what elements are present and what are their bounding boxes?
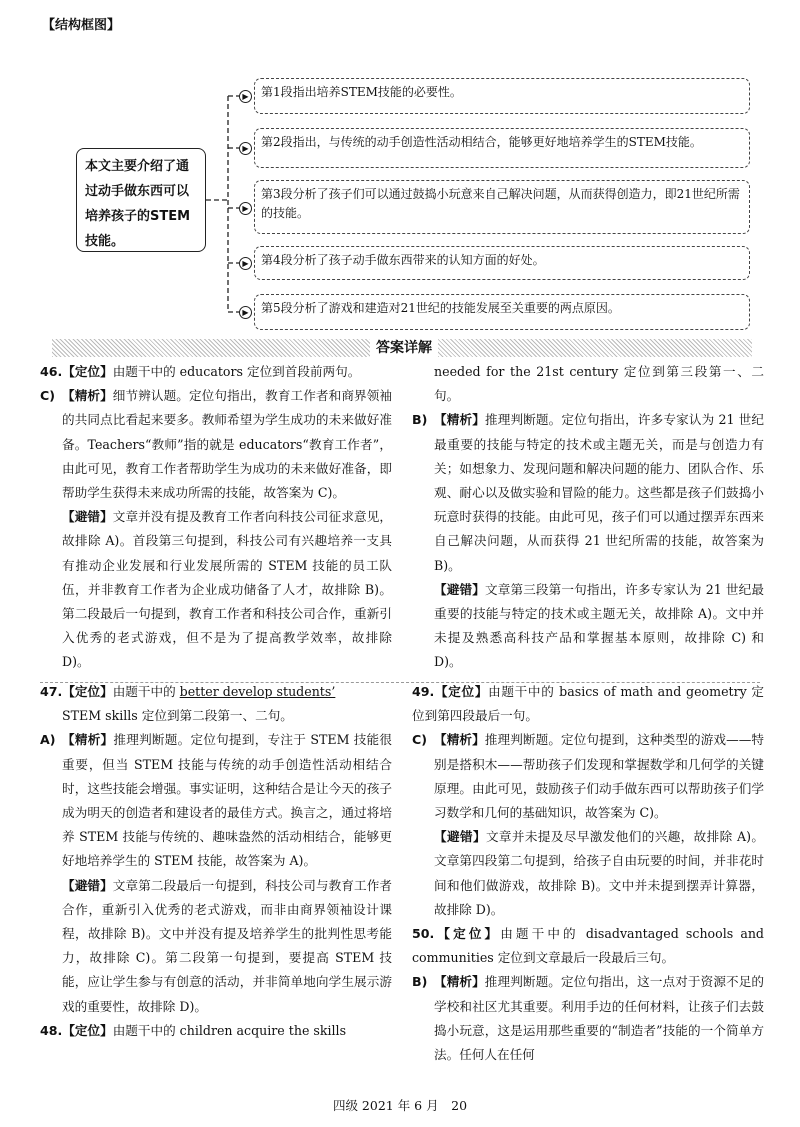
q46-analysis-tag: 【精析】 <box>62 388 113 404</box>
q49-locate <box>412 680 764 728</box>
q48-answer: B) <box>412 412 428 428</box>
q47-error-text: 文章第二段最后一句提到，科技公司与教育工作者合作，重新引入优秀的老式游戏，而非由商界领袖设计课程，故排除 B)。文中并没有提及培养学生的批判性思考能力，故排除 C)。第二段第一句提到，要提高 STEM 技能，应让学生参与有创意的活动，并非简单地向学生展示游戏的重要性，故排除 D)。 <box>62 877 393 1014</box>
arrow-right-icon: ▶ <box>239 306 252 319</box>
q47-locate-pre: 由题干中的 <box>112 684 180 699</box>
q47-locate-tag: 【定位】 <box>62 684 113 699</box>
q47-answer: A) <box>40 732 56 748</box>
q46-locate <box>40 360 392 384</box>
q47-locate-underlined: better develop students’ <box>179 684 336 699</box>
q47-error-tag: 【避错】 <box>62 877 113 893</box>
q48-error-text: 文章第三段第一句指出，许多专家认为 21 世纪最重要的技能与特定的技术或主题无关，故排除 A)。文中并未提及熟悉高科技产品和掌握基本原则，故排除 C) 和 D)。 <box>434 581 764 670</box>
q48-analysis <box>412 408 764 577</box>
q49-locate-text: 由题干中的 basics of math and geometry 定位到第四段最后一句。 <box>412 684 764 724</box>
q48-locate-text: 由题干中的 children acquire the skills <box>112 1022 347 1038</box>
page-footer: 四级 2021 年 6 月 20 <box>332 1098 468 1113</box>
q50-analysis-text: 推理判断题。定位句指出，这一点对于资源不足的学校和社区尤其重要。利用手边的任何材料，让孩子们去鼓捣小玩意，这是运用那些重要的“制造者”技能的一个简单方法。任何人在任何 <box>434 974 765 1063</box>
q49-answer: C) <box>412 732 427 748</box>
arrow-right-icon: ▶ <box>239 257 252 270</box>
q49-error <box>412 825 764 922</box>
q49-analysis <box>412 728 764 825</box>
diagram-summary-box: 本文主要介绍了通过动手做东西可以培养孩子的STEM技能。 <box>76 148 206 252</box>
q46-error <box>40 505 392 674</box>
q50-analysis <box>412 970 764 1067</box>
q46-locate-text: 由题干中的 educators 定位到首段前两句。 <box>112 364 361 379</box>
q49-locate-tag: 【定位】 <box>434 684 489 699</box>
q48-locate-cont: needed for the 21st century 定位到第三段第一、二句。 <box>434 364 764 404</box>
q48-analysis-tag: 【精析】 <box>434 412 485 428</box>
q50-locate-tag: 【定位】 <box>434 926 501 942</box>
q47-locate <box>40 680 392 728</box>
q47-error <box>40 874 392 1019</box>
q50-locate-text: 由题干中的 disadvantaged schools and communities 定位到文章最后一段最后三句。 <box>412 926 764 966</box>
q46-answer: C) <box>40 388 55 404</box>
q47-locate-post: STEM skills 定位到第二段第一、二句。 <box>62 708 293 724</box>
q50-analysis-tag: 【精析】 <box>434 974 485 990</box>
left-column-lower <box>40 680 392 1043</box>
arrow-right-icon: ▶ <box>239 90 252 103</box>
q47-analysis-text: 推理判断题。定位句提到，专注于 STEM 技能很重要，但当 STEM 技能与传统的动手创造性活动相结合时，这些技能会增强。事实证明，这种结合是让今天的孩子成为明天的创造者和建设者的最佳方式。换言之，通过将培养 STEM 技能与传统的、趣味盎然的活动相结合，能够更好地培养学生的 STEM 技能，故答案为 A)。 <box>62 732 393 869</box>
q48-error <box>412 578 764 675</box>
arrow-right-icon: ▶ <box>239 202 252 215</box>
q49-analysis-text: 推理判断题。定位句提到，这种类型的游戏——特别是搭积木——帮助孩子们发现和掌握数学和几何学的关键原理。由此可见，鼓励孩子们动手做东西可以帮助孩子们学习数学和几何的基础知识，故答案为 C)。 <box>434 732 765 821</box>
q48-analysis-text: 推理判断题。定位句指出，许多专家认为 21 世纪最重要的技能与特定的技术或主题无关，而是与创造力有关；如想象力、发现问题和解决问题的能力、团队合作、乐观、耐心以及做实验和冒险的能力。这些都是孩子们鼓捣小玩意时获得的技能。由此可见，孩子们可以通过摆弄东西来自己解决问题，从而获得 21 世纪所需的技能，故答案为 B)。 <box>434 412 764 573</box>
left-column <box>40 360 392 675</box>
diagram-branch-3: 第3段分析了孩子们可以通过鼓捣小玩意来自己解决问题，从而获得创造力，即21世纪所需的技能。 <box>254 180 750 234</box>
q47-analysis <box>40 728 392 873</box>
q49-analysis-tag: 【精析】 <box>434 732 485 748</box>
q47-number: 47. <box>40 684 63 699</box>
q46-error-tag: 【避错】 <box>62 509 113 525</box>
q50-number: 50. <box>412 926 435 942</box>
q50-locate <box>412 922 764 970</box>
q49-error-tag: 【避错】 <box>434 829 486 845</box>
q46-number: 46. <box>40 364 63 379</box>
q48-error-tag: 【避错】 <box>434 581 485 597</box>
section-title: 答案详解 <box>370 337 438 357</box>
q46-locate-tag: 【定位】 <box>62 364 113 379</box>
diagram-branch-2: 第2段指出，与传统的动手创造性活动相结合，能够更好地培养学生的STEM技能。 <box>254 128 750 168</box>
q46-error-text: 文章并没有提及教育工作者向科技公司征求意见，故排除 A)。首段第三句提到，科技公司有兴趣培养一支具有推动企业发展和行业发展所需的 STEM 技能的员工队伍，并非教育工作者为企业成功储备了人才，故排除 B)。第二段最后一句提到，教育工作者和科技公司合作，重新引入优秀的老式游戏，但不是为了提高教学效率，故排除 D)。 <box>62 509 393 670</box>
q49-number: 49. <box>412 684 435 699</box>
q48-locate <box>40 1019 392 1043</box>
diagram-branch-5: 第5段分析了游戏和建造对21世纪的技能发展至关重要的两点原因。 <box>254 294 750 330</box>
diagram-branch-1: 第1段指出培养STEM技能的必要性。 <box>254 78 750 114</box>
right-column <box>412 360 764 675</box>
arrow-right-icon: ▶ <box>239 142 252 155</box>
structure-diagram-title: 【结构框图】 <box>42 18 121 33</box>
q46-analysis-text: 细节辨认题。定位句指出，教育工作者和商界领袖的共同点比看起来要多。教师希望为学生成功的未来做好准备。Teachers“教师”指的就是 educators“教育工作者”，由此可见，教育工作者帮助学生为成功的未来做好准备，即帮助学生获得未来成功所需的技能，故答案为 C)。 <box>62 388 393 501</box>
q46-analysis <box>40 384 392 505</box>
q48-locate-tag: 【定位】 <box>62 1022 113 1038</box>
q50-answer: B) <box>412 974 428 990</box>
right-column-lower <box>412 680 764 1067</box>
q48-number: 48. <box>40 1022 63 1038</box>
q49-error-text: 文章并未提及尽早激发他们的兴趣，故排除 A)。文章第四段第二句提到，给孩子自由玩要的时间，并非花时间和他们做游戏，故排除 B)。文中并未提到摆弄计算器，故排除 D)。 <box>434 829 765 917</box>
q47-analysis-tag: 【精析】 <box>62 732 114 748</box>
diagram-branch-4: 第4段分析了孩子动手做东西带来的认知方面的好处。 <box>254 246 750 280</box>
